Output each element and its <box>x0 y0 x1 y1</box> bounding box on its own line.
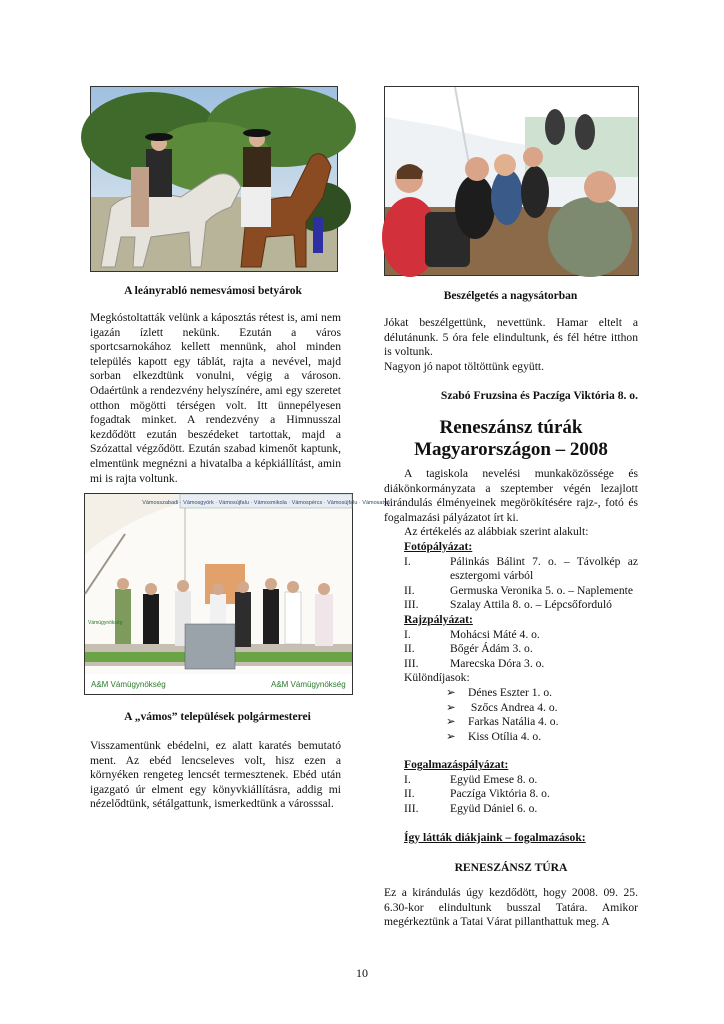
body-paragraph-2 <box>90 739 341 812</box>
paragraph-text-last: Nagyon jó napot töltöttünk együtt. <box>384 359 545 373</box>
special-prize-item <box>404 715 638 730</box>
results-section <box>384 467 638 845</box>
award-text: Paczíga Viktória 8. o. <box>450 787 550 801</box>
body-paragraph-3 <box>384 316 638 374</box>
special-prize-item <box>404 686 638 701</box>
award-rank: I. <box>404 772 411 786</box>
award-text: Pálinkás Bálint 7. o. – Távolkép az esztergomi várból <box>450 554 638 583</box>
award-rank: II. <box>404 583 415 597</box>
body-paragraph-1 <box>90 311 341 486</box>
award-item <box>404 657 638 672</box>
arrow-bullet-icon: ➢ <box>446 715 456 729</box>
award-text: Szalay Attila 8. o. – Lépcsőforduló <box>450 598 612 612</box>
special-prize-item <box>404 701 638 716</box>
prize-text: Dénes Eszter 1. o. <box>468 685 553 699</box>
prize-text: Kiss Otília 4. o. <box>468 729 542 743</box>
kulon-heading: Különdíjasok: <box>404 671 470 685</box>
award-rank: I. <box>404 627 411 641</box>
award-rank: III. <box>404 802 419 816</box>
arrow-bullet-icon: ➢ <box>446 700 456 714</box>
photo-caption-polgarmesterek: A „vámos” települések polgármesterei <box>124 711 311 723</box>
mayors-illustration <box>85 494 390 694</box>
special-prize-item <box>404 730 638 745</box>
prize-text: Szőcs Andrea 4. o. <box>468 700 558 714</box>
intro-paragraph: A tagiskola nevelési munkaközössége és diákönkormányzata a szeptember végén lezajlott kirándulás élményeinek megörökítésére rajz-, fotó és fogalmazási pályázatot írt ki. <box>384 467 638 524</box>
award-item <box>404 598 638 613</box>
essay-paragraph <box>384 886 638 930</box>
paragraph-text: Ez a kirándulás úgy kezdődött, hogy 2008. 09. 25. 6.30-kor elindultunk busszal Tatára. Amikor megérkeztünk a Tatai Várat pillanthattuk meg. A <box>384 886 638 929</box>
award-text: Együd Emese 8. o. <box>450 772 538 786</box>
fogalmazas-heading: Fogalmazáspályázat: <box>404 758 509 772</box>
award-text: Germuska Veronika 5. o. – Naplemente <box>450 583 633 597</box>
prize-text: Farkas Natália 4. o. <box>468 715 559 729</box>
foto-award-list <box>384 540 638 845</box>
award-item <box>404 628 638 643</box>
arrow-bullet-icon: ➢ <box>446 685 456 699</box>
evaluation-line: Az értékelés az alábbiak szerint alakult: <box>404 525 589 539</box>
logo-left: A&M Vámügynökség <box>91 680 166 689</box>
arrow-bullet-icon: ➢ <box>446 729 456 743</box>
essay-subtitle: RENESZÁNSZ TÚRA <box>454 861 568 874</box>
title-line-2: Magyarországon – 2008 <box>414 439 608 460</box>
paragraph-text: Visszamentünk ebédelni, ez alatt karatés bemutató ment. Az ebéd lencseleves volt, hisz ezen a környéken rengeteg lencsét termesztenek. Ebéd után igazgató úr elment egy könyvkiállításra, addig mi nézelődtünk, sétálgattunk, ismerkedtünk a városssal. <box>90 739 341 811</box>
award-item <box>404 787 638 802</box>
award-item <box>404 642 638 657</box>
mayors-on-stage-photo <box>84 493 390 695</box>
rajz-heading: Rajzpályázat: <box>404 612 473 626</box>
article-title <box>384 417 638 461</box>
banner-text: Vámosszabadi · Vámosgyörk · Vámosújfalu · Vámosmikola · Vámospércs · Vámosújfalu · Vámosatya <box>142 500 390 506</box>
horse-riders-photo <box>90 86 338 272</box>
award-text: Bőgér Ádám 3. o. <box>450 642 533 656</box>
paragraph-text: Megkóstoltatták velünk a káposztás rétest is, ami nem igazán ízlett nekünk. Ezután a város sportcsarnokához kellett mennünk, ahol minden település kapott egy táblát, rajta a nevével, majd sorban elkezdtünk vonulni, végig a városon. Odaértünk a rendezvény helyszínére, ami egy szeretet otthon mögötti térségen volt. Itt ünnepélyesen fogadtak minket. A rendezvény a Himnusszal kezdődött ezután beszédeket tartottak, majd a Szózattal végződött. Ezután szabad kimenőt kaptunk, elmentünk megnézni a hivatalba a képkiállítást, amin mi is rajta voltunk. <box>90 311 341 485</box>
igy-lattak-heading: Így látták diákjaink – fogalmazások: <box>404 830 586 844</box>
award-rank: III. <box>404 598 419 612</box>
photo-caption-beszelgetes: Beszélgetés a nagysátorban <box>443 290 578 302</box>
foto-heading: Fotópályázat: <box>404 539 473 553</box>
title-line-1: Reneszánsz túrák <box>439 417 583 438</box>
award-item <box>404 773 638 788</box>
award-item <box>404 584 638 599</box>
logo-right: A&M Vámügynökség <box>271 680 346 689</box>
stand-text: Vámügynökség <box>88 620 123 626</box>
people-in-tent-photo <box>384 86 639 276</box>
award-rank: II. <box>404 642 415 656</box>
award-item <box>404 802 638 817</box>
award-item <box>404 555 638 584</box>
award-rank: II. <box>404 787 415 801</box>
article-signature: Szabó Fruzsina és Paczíga Viktória 8. o. <box>440 389 638 402</box>
award-rank: I. <box>404 554 411 568</box>
horse-riders-illustration <box>91 87 337 271</box>
page-number: 10 <box>356 966 368 980</box>
award-text: Együd Dániel 6. o. <box>450 802 538 816</box>
paragraph-text: Jókat beszélgettünk, nevettünk. Hamar eltelt a délutánunk. 5 óra fele elindultunk, és fél hétre itthon is voltunk. <box>384 316 638 359</box>
tent-illustration <box>385 87 638 275</box>
award-rank: III. <box>404 656 419 670</box>
award-text: Mohácsi Máté 4. o. <box>450 627 540 641</box>
award-text: Marecska Dóra 3. o. <box>450 656 545 670</box>
photo-caption-betyarok: A leányrabló nemesvámosi betyárok <box>124 285 302 297</box>
